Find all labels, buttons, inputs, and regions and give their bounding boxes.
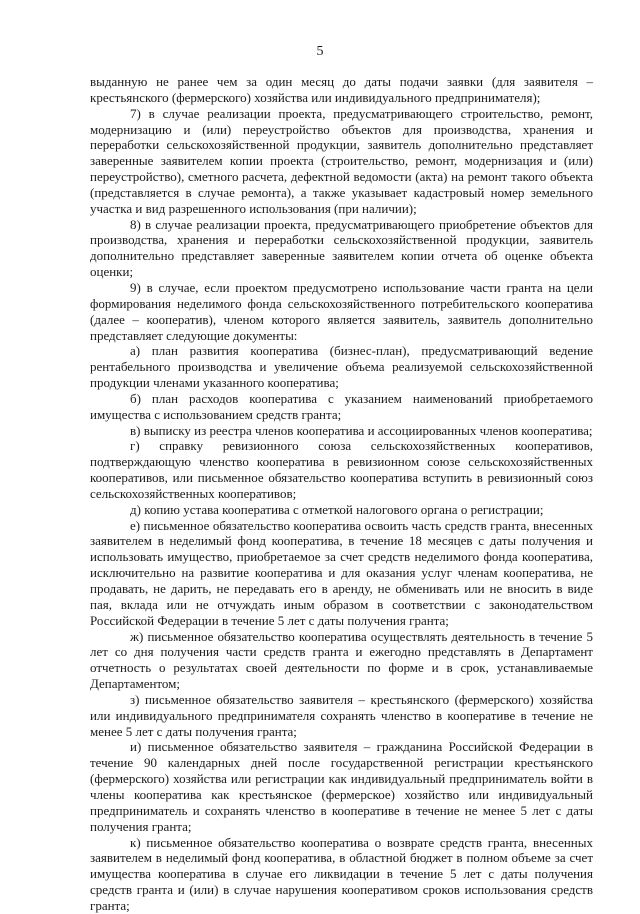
paragraph-item-7: 7) в случае реализации проекта, предусматривающего строительство, ремонт, модернизацию и (или) переустройство объектов для производства, хранения и переработки сельскохозяйственной продукции, заявитель дополнительно представляет заверенные заявителем копии проекта (строительство, ремонт, модернизация и (или) переустройство), сметного расчета, дефектной ведомости (акта) на ремонт такого объекта (представляется в случае ремонта), а также указывает кадастровый номер земельного участка и вид разрешенного использования (при наличии); [90, 105, 593, 216]
subparagraph-zh: ж) письменное обязательство кооператива осуществлять деятельность в течение 5 лет со дня получения части средств гранта и ежегодно представлять в Департамент отчетность о результатах своей деятельности по форме и в срок, устанавливаемые Департаментом; [90, 628, 593, 692]
subparagraph-d: д) копию устава кооператива с отметкой налогового органа о регистрации; [130, 501, 544, 517]
subparagraph-z: з) письменное обязательство заявителя – крестьянского (фермерского) хозяйства или индивидуального предпринимателя сохранять членство в кооперативе в течение не менее 5 лет с даты получения гранта; [90, 691, 593, 739]
subparagraph-v: в) выписку из реестра членов кооператива и ассоциированных членов кооператива; [130, 422, 593, 438]
paragraph-item-8: 8) в случае реализации проекта, предусматривающего приобретение объектов для производства, хранения и переработки сельскохозяйственной продукции, заявитель дополнительно представляет заверенные заявителем копии отчета об оценке объекта оценки; [90, 216, 593, 280]
subparagraph-a: а) план развития кооператива (бизнес-план), предусматривающий ведение рентабельного производства и увеличение объема реализуемой сельскохозяйственной продукции членами указанного кооператива; [90, 343, 593, 391]
paragraph-continuation: выданную не ранее чем за один месяц до даты подачи заявки (для заявителя – крестьянского (фермерского) хозяйства или индивидуального предпринимателя); [90, 74, 593, 105]
document-body [90, 74, 593, 914]
subparagraph-k: к) письменное обязательство кооператива о возврате средств гранта, внесенных заявителем в неделимый фонд кооператива, в областной бюджет в полном объеме за счет имущества кооператива в случае его ликвидации в течение 5 лет с даты получения средств гранта и (или) в случае нарушения кооперативом сроков использования средств гранта; [90, 834, 593, 913]
subparagraph-e: е) письменное обязательство кооператива освоить часть средств гранта, внесенных заявителем в неделимый фонд кооператива, в течение 18 месяцев с даты получения и использовать имущество, приобретаемое за счет средств неделимого фонда кооператива, исключительно на развитие кооператива и для оказания услуг членам кооператива, не продавать, не дарить, не передавать его в аренду, не обменивать или не вносить в виде пая, вклада или не отчуждать иным образом в соответствии с законодательством Российской Федерации в течение 5 лет с даты получения гранта; [90, 517, 593, 628]
subparagraph-i: и) письменное обязательство заявителя – гражданина Российской Федерации в течение 90 календарных дней после государственной регистрации крестьянского (фермерского) хозяйства или регистрации как индивидуальный предприниматель войти в члены кооператива как крестьянское (фермерское) хозяйство или индивидуальный предприниматель и сохранять членство в кооперативе в течение не менее 5 лет с даты получения гранта; [90, 739, 593, 834]
subparagraph-g: г) справку ревизионного союза сельскохозяйственных кооперативов, подтверждающую членство кооператива в ревизионном союзе сельскохозяйственных кооперативов, или письменное обязательство кооператива вступить в ревизионный союз сельскохозяйственных кооперативов; [90, 438, 593, 501]
page-number: 5 [316, 44, 324, 59]
paragraph-item-9: 9) в случае, если проектом предусмотрено использование части гранта на цели формирования неделимого фонда сельскохозяйственного потребительского кооператива (далее – кооператив), членом которого является заявитель, заявитель дополнительно представляет следующие документы: [90, 279, 593, 343]
subparagraph-b: б) план расходов кооператива с указанием наименований приобретаемого имущества с использованием средств гранта; [90, 390, 593, 422]
